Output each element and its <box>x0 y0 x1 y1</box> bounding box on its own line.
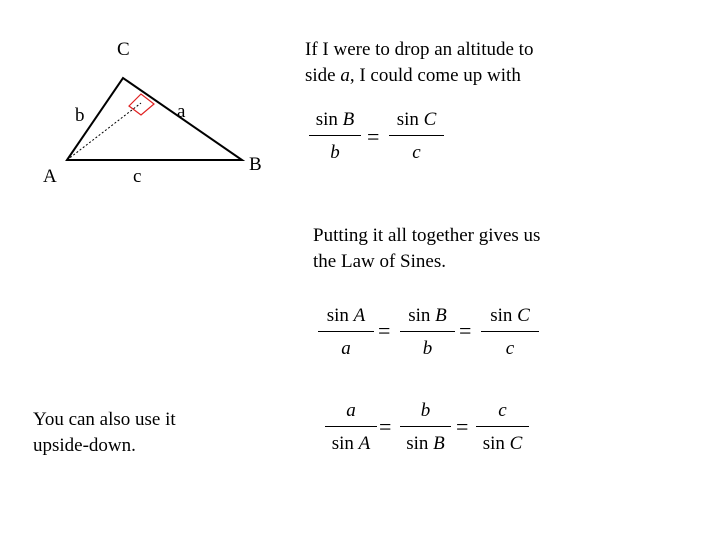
eq1-fraction-sinb-b: sin B b <box>309 108 361 165</box>
intro-line-2: side a, I could come up with <box>305 65 521 86</box>
eq2-fraction-sinb-b: sin B b <box>400 304 455 361</box>
side-a-label: a <box>177 101 186 122</box>
eq3-fraction-a-sina: a sin A <box>325 399 377 456</box>
intro-text <box>305 37 533 89</box>
upside-text <box>33 407 176 459</box>
eq3-equals-2: = <box>456 414 469 439</box>
eq3-equals-1: = <box>379 414 392 439</box>
eq2-fraction-sinc-c: sin C c <box>481 304 539 361</box>
intro-line-1: If I were to drop an altitude to <box>305 39 534 60</box>
triangle-outline <box>67 78 242 160</box>
eq1-equals: = <box>367 124 380 149</box>
vertex-b-label: B <box>249 154 262 175</box>
eq1-fraction-sinc-c: sin C c <box>389 108 444 165</box>
upside-line-2: upside-down. <box>33 435 136 456</box>
eq3-fraction-b-sinb: b sin B <box>400 399 451 456</box>
eq2-equals-1: = <box>378 318 391 343</box>
together-text <box>313 223 540 275</box>
together-line-2: the Law of Sines. <box>313 251 446 272</box>
eq2-equals-2: = <box>459 318 472 343</box>
upside-line-1: You can also use it <box>33 409 176 430</box>
side-b-label: b <box>75 105 85 126</box>
together-line-1: Putting it all together gives us <box>313 225 541 246</box>
eq3-fraction-c-sinc: c sin C <box>476 399 529 456</box>
eq2-fraction-sina-a: sin A a <box>318 304 374 361</box>
vertex-a-label: A <box>43 166 57 187</box>
side-c-label: c <box>133 166 142 187</box>
vertex-c-label: C <box>117 39 130 60</box>
